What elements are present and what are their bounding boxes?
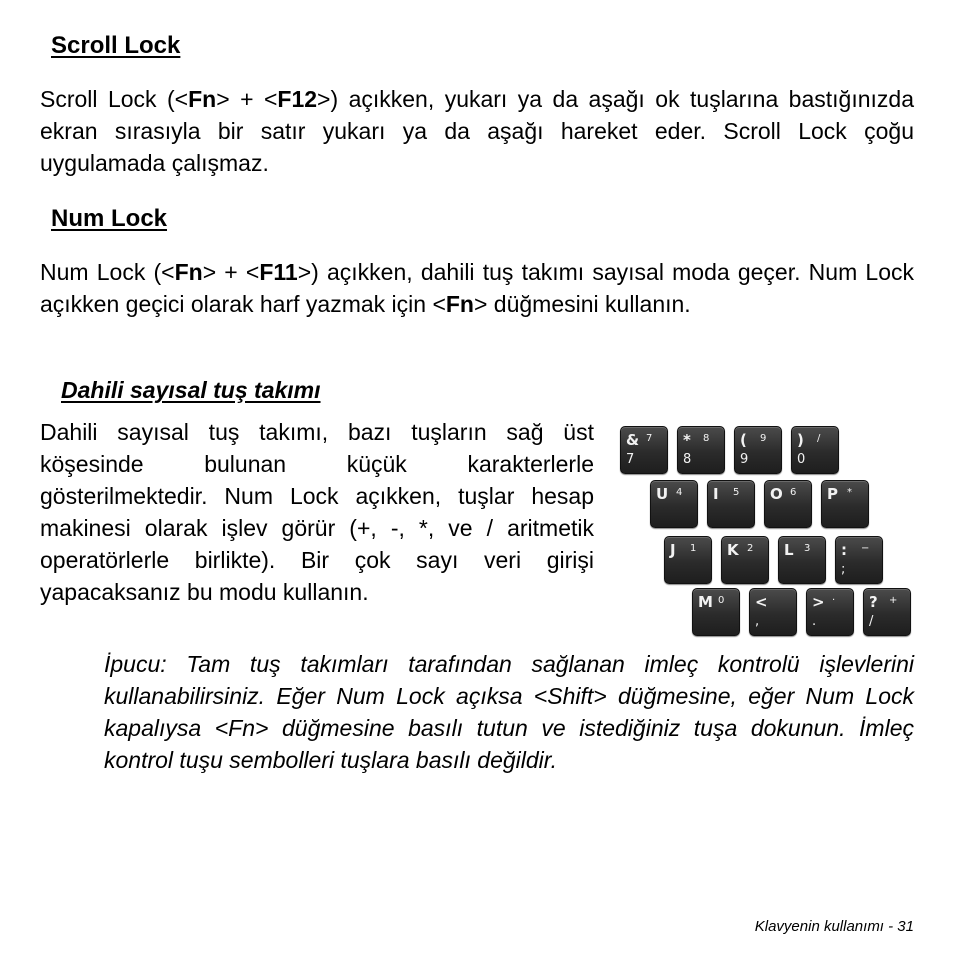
keypad-key [863, 588, 911, 636]
key-label-alt: 1 [690, 543, 697, 554]
key-label-main: J [670, 541, 676, 559]
key-label-alt: 6 [790, 487, 797, 498]
key-label-main: P [827, 485, 838, 503]
keypad-key [721, 536, 769, 584]
scroll-lock-text-c: >) açıkken, yukarı ya da aşağı ok tuşlarına bastığınızda ekran sırasıyla bir satır yukarı ya da aşağı hareket eder. Scroll Lock çoğu uygulamada çalışmaz. [40, 86, 914, 176]
key-label-main: & [626, 431, 640, 449]
key-label-alt: * [847, 487, 852, 498]
keypad-key [835, 536, 883, 584]
key-label-sub: . [812, 614, 817, 629]
key-label-alt: 2 [747, 543, 754, 554]
key-label-alt: − [861, 543, 870, 554]
keypad-paragraph: Dahili sayısal tuş takımı, bazı tuşların sağ üst köşesinde bulunan küçük karakterlerle gösterilmektedir. Num Lock açıkken, tuşlar hesap makinesi olarak işlev görür (+, -, *, ve / aritmetik operatörlerle birlikte). Bir çok sayı veri girişi yapacaksanız bu modu kullanın. [40, 419, 594, 605]
key-label-main: * [683, 431, 691, 449]
keypad-key [821, 480, 869, 528]
key-label-main: : [841, 541, 847, 559]
key-label-sub: / [869, 614, 874, 629]
keypad-key [650, 480, 698, 528]
keypad-key [692, 588, 740, 636]
key-label-alt: / [817, 433, 821, 444]
key-label-main: I [713, 485, 719, 503]
key-label-alt: 7 [646, 433, 653, 444]
keypad-key [664, 536, 712, 584]
key-label-alt: · [832, 595, 836, 606]
key-label-alt: 4 [676, 487, 683, 498]
scroll-lock-paragraph [40, 83, 914, 179]
keypad-key [734, 426, 782, 474]
key-label-main: L [784, 541, 794, 559]
keypad-key [764, 480, 812, 528]
scroll-lock-text-b: > + < [216, 86, 278, 112]
num-lock-text-c: >) açıkken, dahili tuş takımı sayısal moda geçer. Num Lock açıkken geçici olarak harf yazmak için < [40, 259, 914, 317]
key-label-main: O [770, 485, 783, 503]
key-label-main: ) [797, 431, 804, 449]
keypad-key [620, 426, 668, 474]
tip-paragraph: İpucu: Tam tuş takımları tarafından sağlanan imleç kontrolü işlevlerini kullanabilirsiniz. Eğer Num Lock açıksa <Shift> düğmesine, eğer Num Lock kapalıysa <Fn> düğmesine basılı tutun ve istediğiniz tuşa dokunun. İmleç kontrol tuşu sembolleri tuşlara basılı değildir. [104, 651, 914, 773]
num-lock-fn-key-2: Fn [445, 291, 474, 317]
key-label-main: U [656, 485, 669, 503]
keypad-key [806, 588, 854, 636]
keypad-key [791, 426, 839, 474]
key-label-main: > [812, 593, 825, 611]
keypad-image [612, 418, 912, 638]
key-label-main: < [755, 593, 768, 611]
keypad-key [778, 536, 826, 584]
key-label-sub: ; [841, 562, 846, 577]
num-lock-text-a: Num Lock (< [40, 259, 175, 285]
scroll-lock-text-a: Scroll Lock (< [40, 86, 189, 112]
key-label-alt: 8 [703, 433, 710, 444]
keypad-key [749, 588, 797, 636]
key-label-alt: 0 [718, 595, 725, 606]
scroll-lock-f12-key: F12 [277, 86, 318, 112]
num-lock-fn-key: Fn [174, 259, 203, 285]
key-label-main: M [698, 593, 713, 611]
keypad-subheading: Dahili sayısal tuş takımı [61, 377, 321, 403]
key-label-sub: 7 [626, 452, 635, 467]
num-lock-text-b: > + < [202, 259, 260, 285]
key-label-sub: , [755, 614, 760, 629]
num-lock-heading: Num Lock [51, 205, 168, 232]
key-label-main: ? [869, 593, 878, 611]
keypad-key [707, 480, 755, 528]
num-lock-paragraph [40, 256, 914, 320]
key-label-sub: 8 [683, 452, 692, 467]
key-label-sub: 0 [797, 452, 806, 467]
scroll-lock-fn-key: Fn [188, 86, 217, 112]
scroll-lock-heading: Scroll Lock [51, 32, 181, 59]
keypad-key [677, 426, 725, 474]
key-label-alt: 3 [804, 543, 811, 554]
page-footer: Klavyenin kullanımı - 31 [754, 918, 914, 935]
key-label-main: ( [740, 431, 747, 449]
key-label-alt: 9 [760, 433, 767, 444]
key-label-main: K [727, 541, 739, 559]
key-label-sub: 9 [740, 452, 749, 467]
key-label-alt: 5 [733, 487, 740, 498]
num-lock-text-d: > düğmesini kullanın. [473, 291, 691, 317]
key-label-alt: + [889, 595, 898, 606]
num-lock-f11-key: F11 [259, 259, 298, 285]
